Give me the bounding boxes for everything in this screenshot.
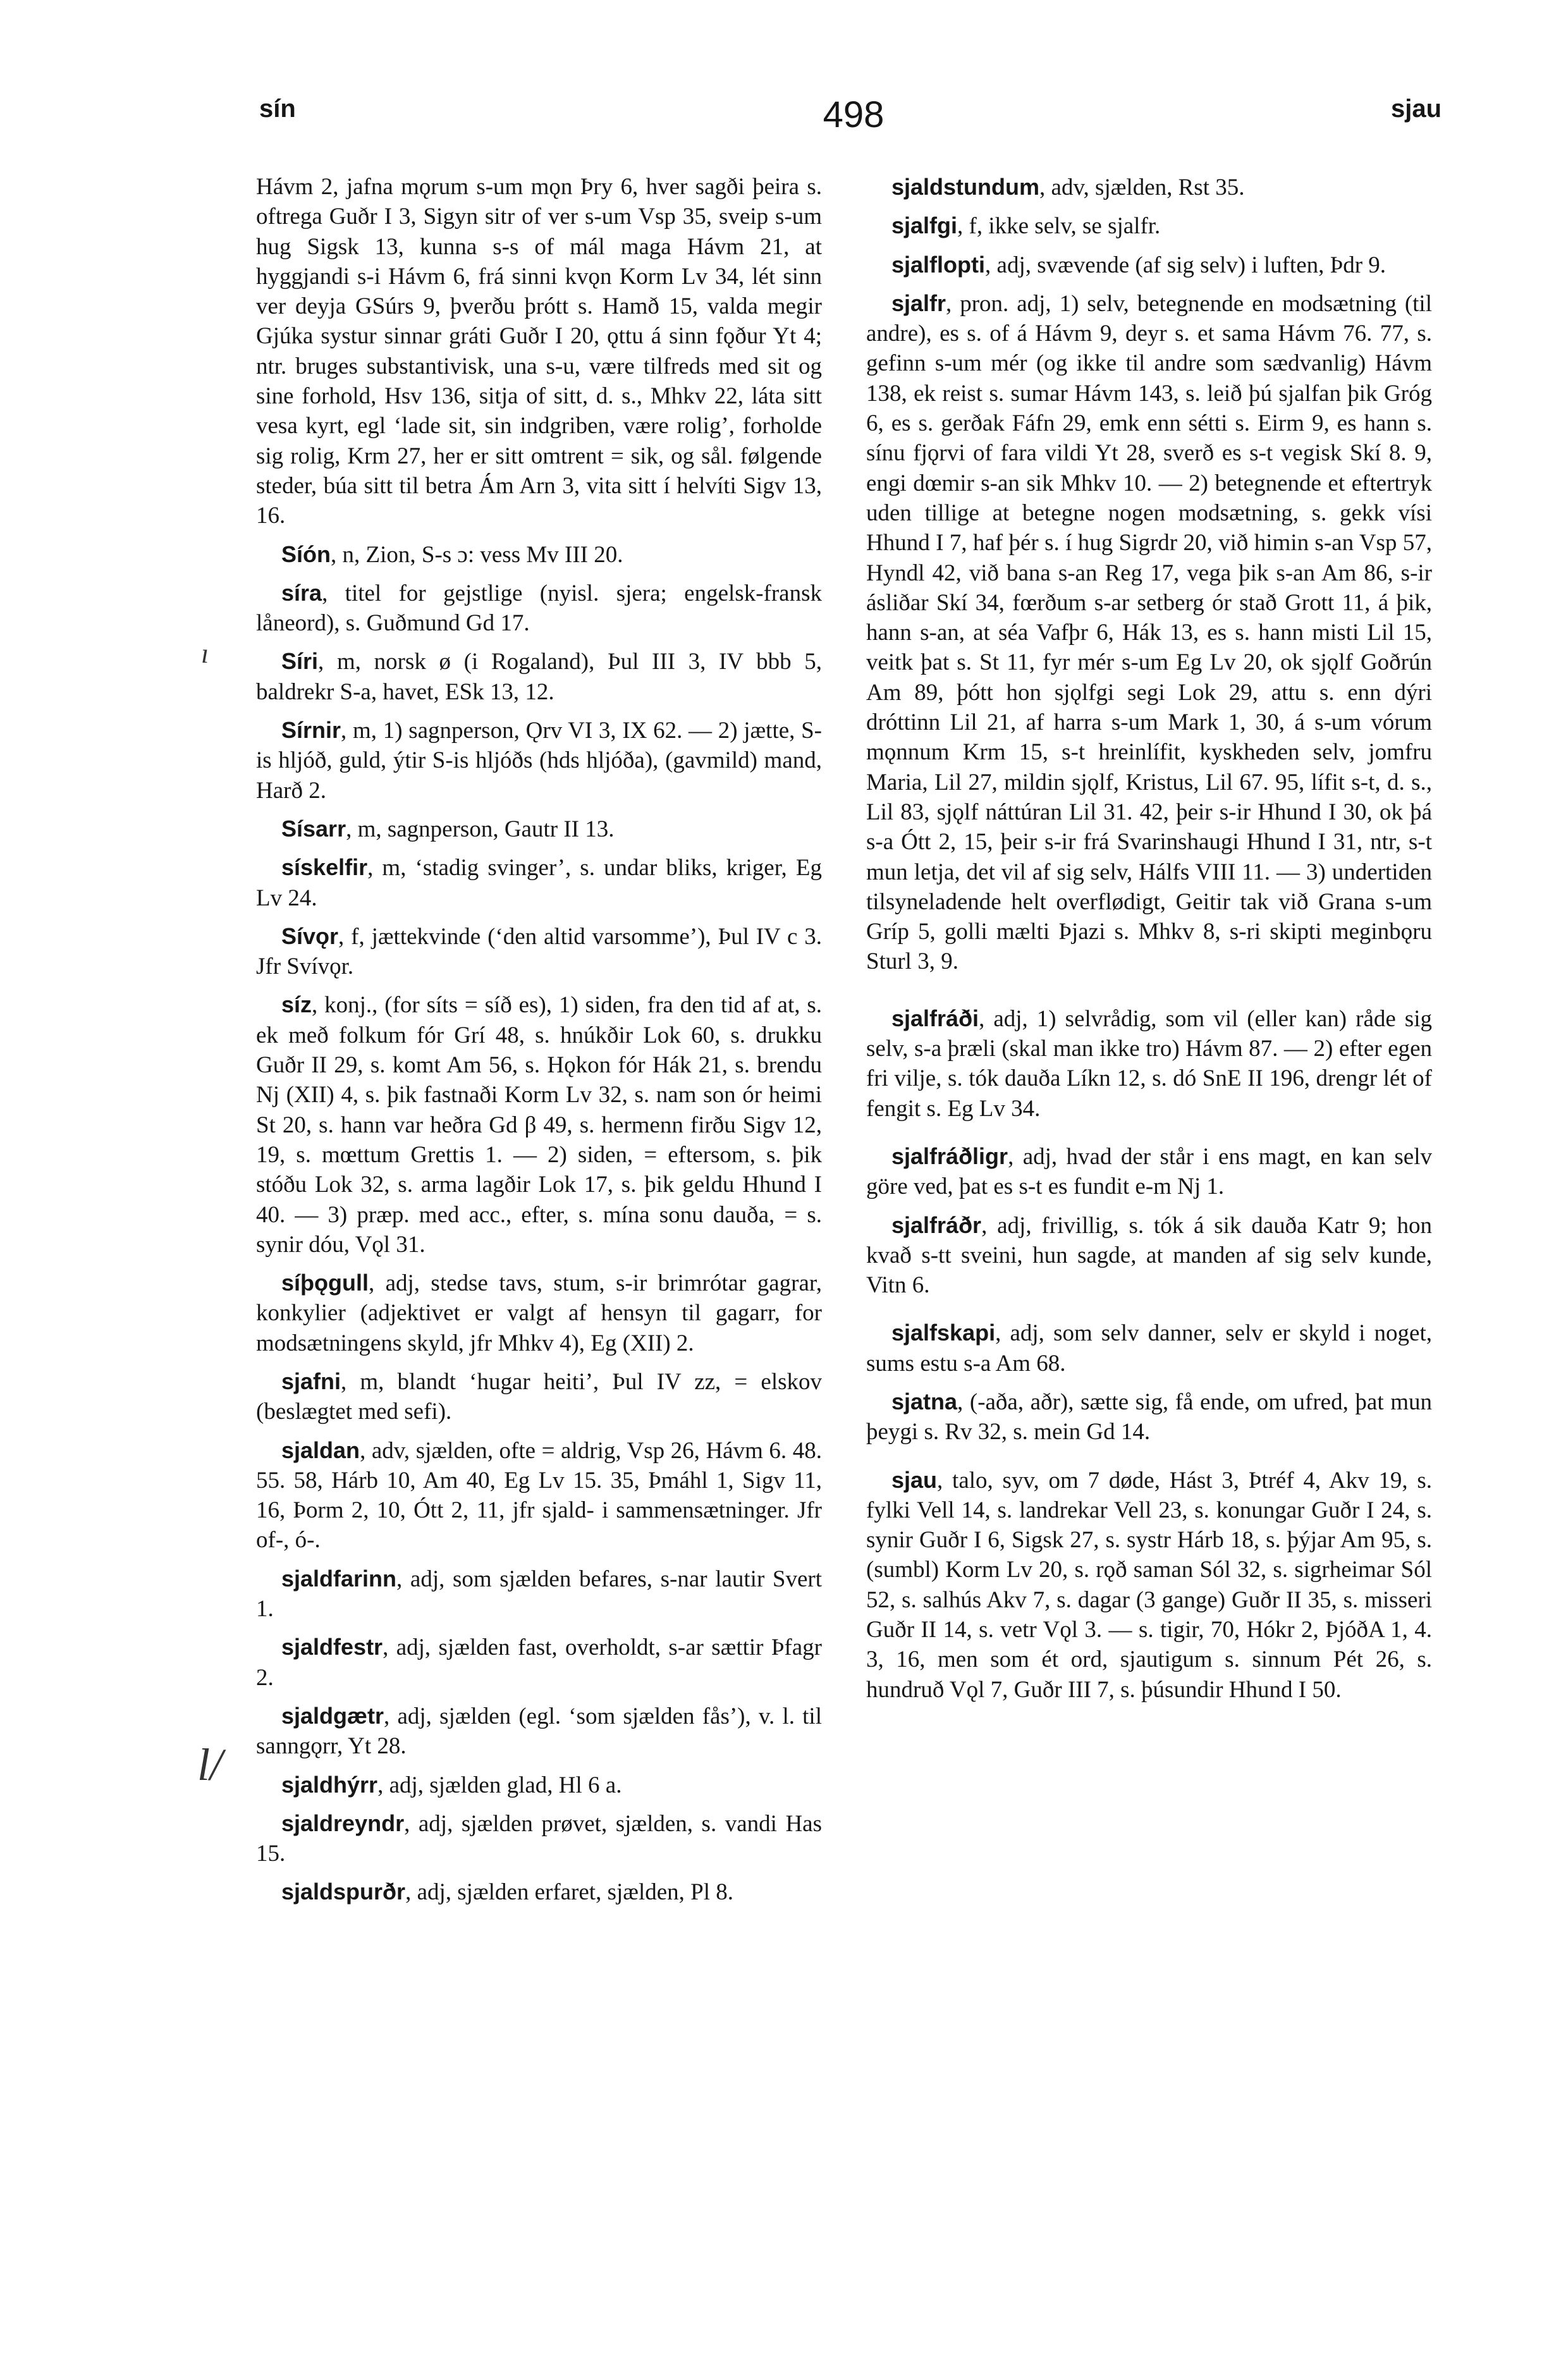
headword: sjalfráði — [891, 1005, 979, 1031]
headword: sjaldgætr — [281, 1702, 384, 1729]
headword: sjafni — [281, 1368, 341, 1394]
headword: sjaldfarinn — [281, 1565, 397, 1592]
right-column — [866, 172, 1432, 1713]
entry-sion: Síón, n, Zion, S-s ɔ: vess Mv III 20. — [281, 541, 623, 568]
headword: sjalfráðligr — [891, 1143, 1008, 1169]
entry-sivor: Sívǫr, f, jættekvinde (‘den altid varsomme’), Þul IV c 3. Jfr Svívǫr. — [256, 923, 822, 980]
page-number: 498 — [823, 94, 885, 135]
headword: Sírnir — [281, 717, 341, 744]
headword: Sívǫr — [281, 923, 339, 949]
entry-sjaldan: sjaldan, adv, sjælden, ofte = aldrig, Vsp 26, Hávm 6. 48. 55. 58, Hárb 10, Am 40, Eg Lv 15. 35, Þmáhl 1, Sigv 11, 16, Þorm 2, 10, Ótt 2, 11, jfr sjald- i sammensætninger. Jfr of-, ó-. — [256, 1437, 822, 1554]
headword: sjatna — [891, 1388, 958, 1414]
entry-sjatna: sjatna, (-aða, aðr), sætte sig, få ende, om ufred, þat mun þeygi s. Rv 32, s. mein Gd 14. — [866, 1388, 1432, 1445]
headword: sjalfr — [891, 290, 946, 316]
headword: sjalflopti — [891, 251, 986, 278]
headword: sískelfir — [281, 854, 368, 881]
headword: Síón — [281, 541, 331, 567]
headword: Sísarr — [281, 815, 346, 842]
entry-siri: Síri, m, norsk ø (i Rogaland), Þul III 3, IV bbb 5, baldrekr S-a, havet, ESk 13, 12. — [256, 648, 822, 705]
entry-sjalflopti: sjalflopti, adj, svævende (af sig selv) i luften, Þdr 9. — [891, 251, 1387, 278]
headword: sjaldhýrr — [281, 1771, 378, 1798]
headword: síþǫgull — [281, 1270, 369, 1296]
entry-sjaldspurdr: sjaldspurðr, adj, sjælden erfaret, sjælden, Pl 8. — [281, 1879, 734, 1906]
entry-sjalfradr: sjalfráðr, adj, frivillig, s. tók á sik dauða Katr 9; hon kvað s-tt sveini, hun sagde, at manden af sig selv kunde, Vitn 6. — [866, 1211, 1432, 1299]
headword: sjau — [891, 1466, 938, 1493]
entry-sjalfradligr: sjalfráðligr, adj, hvad der står i ens magt, en kan selv göre ved, þat es s-t es fundit e-m Nj 1. — [866, 1143, 1432, 1200]
headword: sjalfgi — [891, 212, 958, 239]
entry-sjalfr: sjalfr, pron. adj, 1) selv, betegnende en modsætning (til andre), es s. of á Hávm 9, deyr s. et sama Hávm 76. 77, s. gefinn s-um mér (og ikke til andre som sædvanlig) Hávm 138, ek reist s. sumar Hávm 143, s. leið þú sjalfan þik Gróg 6, es s. gerðak Fáfn 29, emk enn sétti s. Eirm 9, es hann s. sínu fjǫrvi of fara vildi Yt 28, sverð es s-t vegisk Skí 8. 9, engi dœmir s-an sik Mhkv 10. — 2) betegnende et eftertryk uden tillige at betegne nogen modsætning, s. gekk vísi Hhund I 7, haf þér s. í hug Sigrdr 20, við himin s-an Vsp 57, Hyndl 42, við bana s-an Reg 17, vega þik s-an Am 86, s-ir ásliðar Skí 34, fœrðum s-ar setberg ór stað Grott 11, á þik, hann s-an, at séa Vafþr 6, Hák 13, es s. hann misti Lil 15, veitk þat s. St 11, fyr mér s-um Eg Lv 20, ok sjǫlf Goðrún Am 89, þótt hon sjǫlfgi segi Lok 29, attu s. enn dýri dróttinn Lil 21, af harra s-um Mark 1, 30, á s-um vórum mǫnnum Krm 15, s-t hreinlífit, kyskheden selv, jomfru Maria, Lil 27, mildin sjǫlf, Kristus, Lil 67. 95, lífit s-t, d. s., Lil 83, sjǫlf náttúran Lil 31. 42, þeir s-ir Hhund I 30, ok þá s-a Ótt 2, 15, þeir s-ir frá Svarinshaugi Hhund I 31, ntr, s-t mun letja, det vil af sig selv, Hálfs VIII 11. — 3) undertiden tilsyneladende helt overflødigt, Geitir tak við Grana s-um Gríp 5, golli mælti Þjazi s. Mhkv 8, s-ri skipti meginbǫru Sturl 3, 9. — [866, 290, 1432, 975]
headword: sjaldfestr — [281, 1634, 383, 1660]
headword: sjalfráðr — [891, 1211, 982, 1238]
headword: sjaldstundum — [891, 174, 1040, 200]
entry-sjalfskapi: sjalfskapi, adj, som selv danner, selv er skyld i noget, sums estu s-a Am 68. — [866, 1320, 1432, 1377]
margin-check-mark: l/ — [197, 1739, 223, 1790]
headword: sjaldreyndr — [281, 1810, 405, 1836]
entry-siz: síz, konj., (for síts = síð es), 1) siden, fra den tid af at, s. ek með folkum fór Grí 48, s. hnúkðir Lok 60, s. drukku Guðr II 29, s. komt Am 56, s. Hǫkon fór Hák 21, s. brendu Nj (XII) 4, s. þik fastnaði Korm Lv 32, s. nam son ór heimi St 20, s. hann var heðra Gd β 49, s. hermenn firðu Sigv 12, 19, s. mœttum Grettis 1. — 2) siden, = eftersom, s. þik stóðu Lok 32, s. arma lagðir Lok 17, s. þik geldu Hhund I 40. — 3) præp. med acc., efter, s. mína sonu dauða, = s. synir dóu, Vǫl 31. — [256, 991, 822, 1258]
entry-continuation: Hávm 2, jafna mǫrum s-um mǫn Þry 6, hver sagði þeira s. oftrega Guðr I 3, Sigyn sitr of ver s-um Vsp 35, sveip s-um hug Sigsk 13, kunna s-s of mál maga Hávm 21, at hyggjandi s-i Hávm 6, frá sinni kvǫn Korm Lv 34, lét sinn ver deyja GSúrs 9, þverðu þrótt s. Hamð 15, valda megir Gjúka systur sinnar gráti Guðr I 20, ǫttu á sinn fǫður Yt 4; ntr. bruges substantivisk, una s-u, være tilfreds med sit og sine forhold, Hsv 136, sitja of sitt, d. s., Mhkv 22, láta sitt vesa kyrt, egl ‘lade sit, sin indgriben, være rolig’, forholde sig rolig, Krm 27, her er sitt omtrent = sik, og sål. følgende steder, búa sitt til betra Ám Arn 3, vita sitt í helvíti Sigv 13, 16. — [256, 174, 822, 529]
entry-sjalfgi: sjalfgi, f, ikke selv, se sjalfr. — [891, 212, 1161, 240]
entry-siskelfir: sískelfir, m, ‘stadig svinger’, s. undar bliks, kriger, Eg Lv 24. — [256, 854, 822, 911]
entry-sira: síra, titel for gejstlige (nyisl. sjera; engelsk-fransk låneord), s. Guðmund Gd 17. — [256, 579, 822, 637]
headword: sjaldspurðr — [281, 1879, 406, 1905]
entry-sjaldfarinn: sjaldfarinn, adj, som sjælden befares, s-nar lautir Svert 1. — [256, 1565, 822, 1622]
entry-sithogull: síþǫgull, adj, stedse tavs, stum, s-ir brimrótar gagrar, konkylier (adjektivet er valgt af hensyn til gagarr, for modsætningens skyld, jfr Mhkv 4), Eg (XII) 2. — [256, 1270, 822, 1356]
entry-sjaldhyrr: sjaldhýrr, adj, sjælden glad, Hl 6 a. — [281, 1771, 622, 1798]
entry-sjaldstundum: sjaldstundum, adv, sjælden, Rst 35. — [891, 174, 1245, 200]
margin-mark: ı — [201, 638, 209, 669]
headword: Síri — [281, 648, 319, 675]
entry-sirnir: Sírnir, m, 1) sagnperson, Ǫrv VI 3, IX 62. — 2) jætte, S-is hljóð, guld, ýtir S-is hljóðs (hds hljóða), (gavmild) mand, Harð 2. — [256, 717, 822, 804]
headword: sjalfskapi — [891, 1320, 996, 1346]
headword: síra — [281, 579, 322, 606]
running-head-left: sín — [259, 95, 296, 123]
running-head-right: sjau — [1391, 95, 1442, 123]
entry-sjau: sjau, talo, syv, om 7 døde, Hást 3, Þtréf 4, Akv 19, s. fylki Vell 14, s. landrekar Vell 23, s. konungar Guðr I 24, s. synir Guðr I 6, Sigsk 27, s. systr Hárb 18, s. þýjar Am 95, s. (sumbl) Korm Lv 20, s. rǫð saman Sól 32, s. sigrheimar Sól 52, s. salhús Akv 7, s. dagar (3 gange) Guðr II 35, s. misseri Guðr II 14, s. vetr Vǫl 3. — s. tigir, 70, Hókr 2, ÞjóðA 1, 4. 3, 16, men som ét ord, sjautigum s. sinnum Pét 26, s. hundruð Vǫl 7, Guðr III 7, s. þúsundir Hhund I 50. — [866, 1466, 1432, 1703]
entry-sjalfradi: sjalfráði, adj, 1) selvrådig, som vil (eller kan) råde sig selv, s-a þræli (skal man ikke tro) Hávm 87. — 2) efter egen fri vilje, s. tók dauða Líkn 12, s. dó SnE II 196, drengr lét of fengit s. Eg Lv 34. — [866, 1005, 1432, 1122]
entry-sjaldfestr: sjaldfestr, adj, sjælden fast, overholdt, s-ar sættir Þfagr 2. — [256, 1634, 822, 1691]
entry-sjaldreyndr: sjaldreyndr, adj, sjælden prøvet, sjælden, s. vandi Has 15. — [256, 1810, 822, 1867]
headword: sjaldan — [281, 1437, 360, 1463]
left-column — [256, 172, 822, 1916]
entry-sjaldgaetr: sjaldgætr, adj, sjælden (egl. ‘som sjælden fås’), v. l. til sanngǫrr, Yt 28. — [256, 1702, 822, 1760]
headword: síz — [281, 991, 312, 1018]
entry-sisarr: Sísarr, m, sagnperson, Gautr II 13. — [281, 815, 615, 842]
entry-sjafni: sjafni, m, blandt ‘hugar heiti’, Þul IV zz, = elskov (beslægtet med sefi). — [256, 1368, 822, 1425]
